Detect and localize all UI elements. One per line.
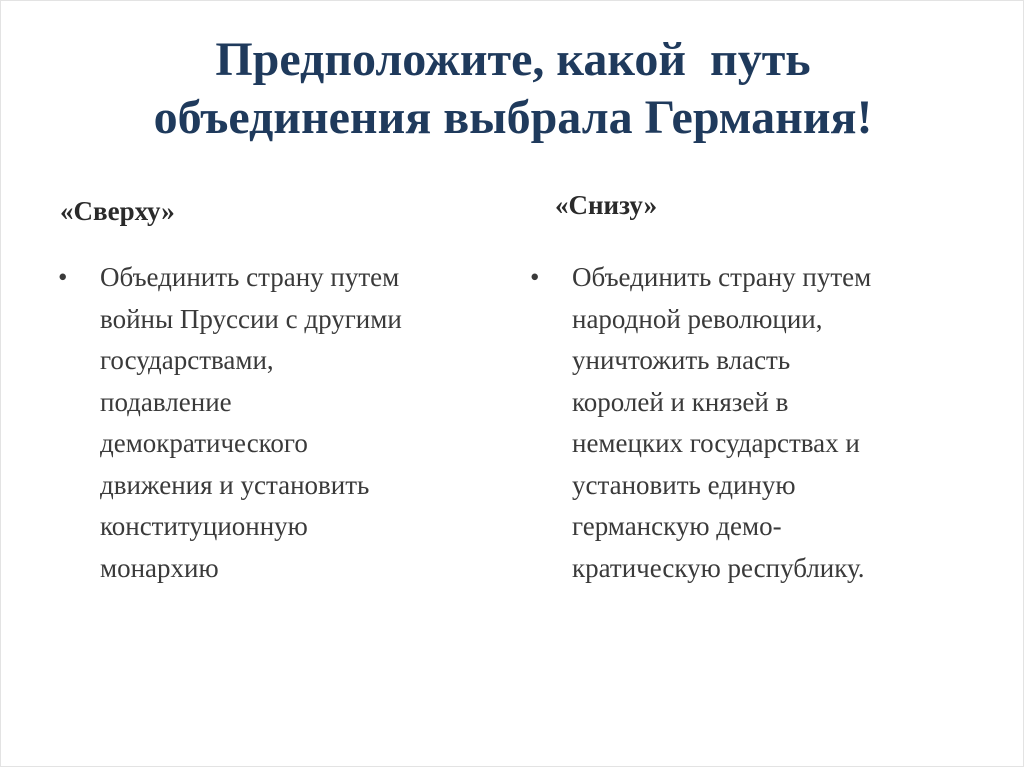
bullet-icon: •	[58, 262, 68, 292]
slide-title	[41, 31, 985, 147]
column-heading-bottom-up: «Снизу»	[555, 190, 658, 220]
bullet-list-bottom-up	[530, 257, 970, 589]
bullet-item	[530, 257, 970, 589]
bullet-text-line: конституционную	[100, 511, 308, 541]
bullet-text-line: Объединить страну путем	[100, 262, 400, 292]
bullet-text-line: кратическую республику.	[572, 552, 865, 583]
column-heading-top-down: «Сверху»	[60, 196, 175, 226]
bullet-text-line: германскую демо-	[572, 511, 782, 541]
bullet-text-line: немецких государствах и	[572, 428, 860, 458]
bullet-icon: •	[530, 262, 540, 292]
bullet-text-line: подавление	[100, 386, 232, 417]
bullet-text-line: Объединить страну путем	[572, 262, 872, 292]
bullet-item	[58, 257, 503, 589]
bullet-text-line: государствами,	[100, 345, 274, 375]
bullet-list-top-down	[58, 257, 503, 589]
bullet-text-line: народной революции,	[572, 303, 823, 334]
bullet-text-line: установить единую	[572, 469, 796, 500]
bullet-text-line: королей и князей в	[572, 386, 789, 417]
bullet-text-line: движения и установить	[100, 469, 370, 500]
bullet-text-line: монархию	[100, 552, 219, 583]
bullet-text-line: войны Пруссии с другими	[100, 303, 402, 334]
title-line-1: Предположите, какой путь	[215, 33, 811, 86]
bullet-text-line: уничтожить власть	[572, 345, 791, 375]
bullet-text-line: демократического	[100, 428, 308, 458]
title-line-2: объединения выбрала Германия!	[153, 91, 873, 144]
